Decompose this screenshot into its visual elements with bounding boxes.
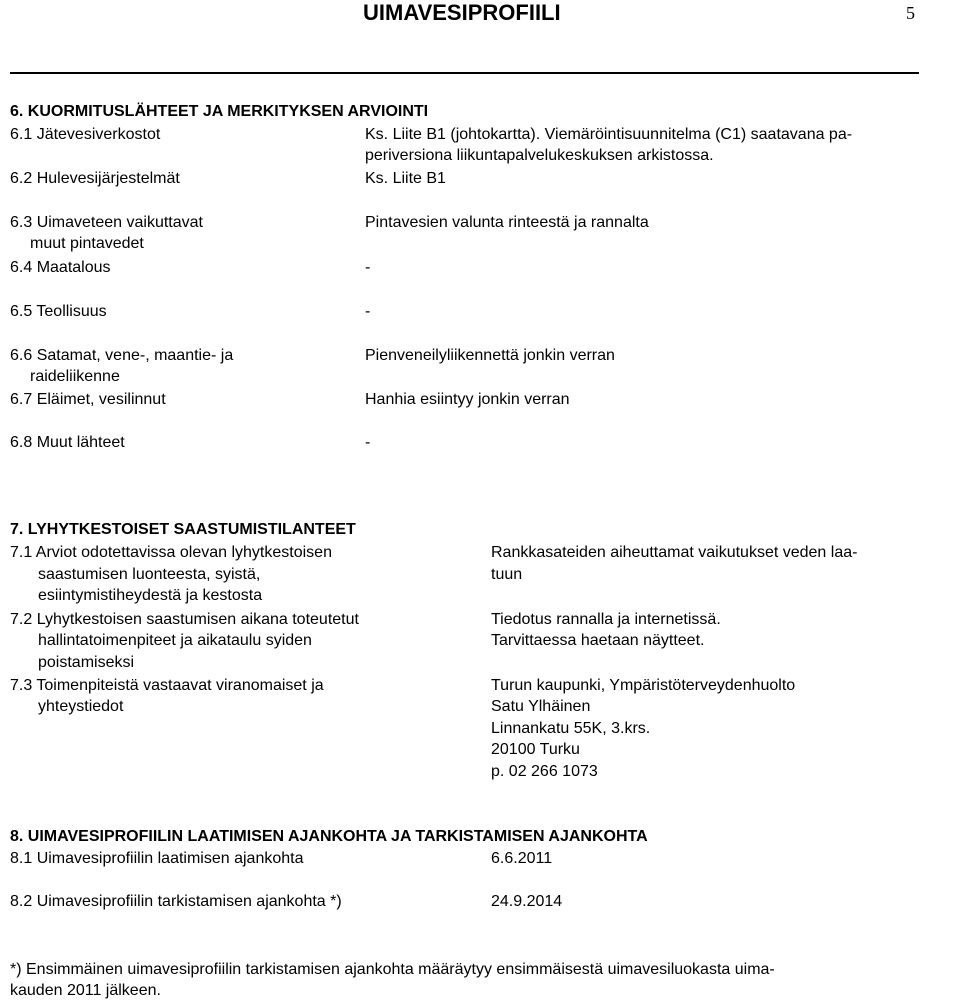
row-6-3-label-line2: muut pintavedet (30, 235, 144, 252)
row-6-1-value-line2: periversiona liikuntapalvelukeskuksen arkistossa. (365, 147, 714, 164)
section-6-heading: 6. KUORMITUSLÄHTEET JA MERKITYKSEN ARVIOINTI (10, 103, 429, 120)
row-6-4-label: 6.4 Maatalous (10, 259, 111, 276)
header-divider (10, 72, 919, 74)
document-title: UIMAVESIPROFIILI (363, 0, 561, 25)
row-7-1-value-line1: Rankkasateiden aiheuttamat vaikutukset veden laa- (491, 544, 858, 561)
section-7-heading: 7. LYHYTKESTOISET SAASTUMISTILANTEET (10, 521, 356, 538)
row-6-3-label-line1: 6.3 Uimaveteen vaikuttavat (10, 214, 203, 231)
row-6-8-value: - (365, 434, 371, 451)
row-6-1-label: 6.1 Jätevesiverkostot (10, 126, 161, 143)
row-8-1-label: 8.1 Uimavesiprofiilin laatimisen ajankohta (10, 850, 304, 867)
row-7-3-label-line2: yhteystiedot (38, 698, 124, 715)
row-6-3-value: Pintavesien valunta rinteestä ja rannalta (365, 214, 649, 231)
row-7-2-label-line3: poistamiseksi (38, 654, 135, 671)
row-7-1-value-line2: tuun (491, 566, 523, 583)
row-6-6-label-line1: 6.6 Satamat, vene-, maantie- ja (10, 347, 234, 364)
row-6-7-label: 6.7 Eläimet, vesilinnut (10, 391, 166, 408)
row-8-1-value: 6.6.2011 (491, 850, 553, 867)
page-number: 5 (906, 3, 915, 23)
footnote-line2: kauden 2011 jälkeen. (10, 982, 161, 999)
row-7-1-label-line3: esiintymistiheydestä ja kestosta (38, 587, 263, 604)
row-8-2-value: 24.9.2014 (491, 893, 563, 910)
row-6-8-label: 6.8 Muut lähteet (10, 434, 125, 451)
row-7-1-label-line2: saastumisen luonteesta, syistä, (38, 566, 261, 583)
section-8-heading: 8. UIMAVESIPROFIILIN LAATIMISEN AJANKOHTA JA TARKISTAMISEN AJANKOHTA (10, 828, 648, 845)
row-7-1-label-line1: 7.1 Arviot odotettavissa olevan lyhytkestoisen (10, 544, 332, 561)
row-6-6-value: Pienveneilyliikennettä jonkin verran (365, 347, 615, 364)
row-7-3-value-line1: Turun kaupunki, Ympäristöterveydenhuolto (491, 677, 796, 694)
row-7-3-value-line5: p. 02 266 1073 (491, 763, 598, 780)
row-7-2-value-line2: Tarvittaessa haetaan näytteet. (491, 632, 705, 649)
row-6-7-value: Hanhia esiintyy jonkin verran (365, 391, 570, 408)
row-8-2-label: 8.2 Uimavesiprofiilin tarkistamisen ajankohta *) (10, 893, 342, 910)
row-7-2-value-line1: Tiedotus rannalla ja internetissä. (491, 611, 721, 628)
row-6-5-label: 6.5 Teollisuus (10, 303, 107, 320)
row-6-5-value: - (365, 303, 371, 320)
row-7-3-value-line2: Satu Ylhäinen (491, 698, 591, 715)
row-7-3-value-line4: 20100 Turku (491, 741, 580, 758)
row-6-6-label-line2: raideliikenne (30, 368, 120, 385)
row-7-2-label-line2: hallintatoimenpiteet ja aikataulu syiden (38, 632, 312, 649)
row-7-3-label-line1: 7.3 Toimenpiteistä vastaavat viranomaiset ja (10, 677, 324, 694)
row-6-1-value-line1: Ks. Liite B1 (johtokartta). Viemäröintisuunnitelma (C1) saatavana pa- (365, 126, 853, 143)
footnote-line1: *) Ensimmäinen uimavesiprofiilin tarkistamisen ajankohta määräytyy ensimmäisestä uimavesiluokasta uima- (10, 961, 775, 978)
row-6-4-value: - (365, 259, 371, 276)
row-6-2-label: 6.2 Hulevesijärjestelmät (10, 170, 180, 187)
row-7-2-label-line1: 7.2 Lyhytkestoisen saastumisen aikana toteutetut (10, 611, 359, 628)
row-7-3-value-line3: Linnankatu 55K, 3.krs. (491, 720, 651, 737)
row-6-2-value: Ks. Liite B1 (365, 170, 446, 187)
